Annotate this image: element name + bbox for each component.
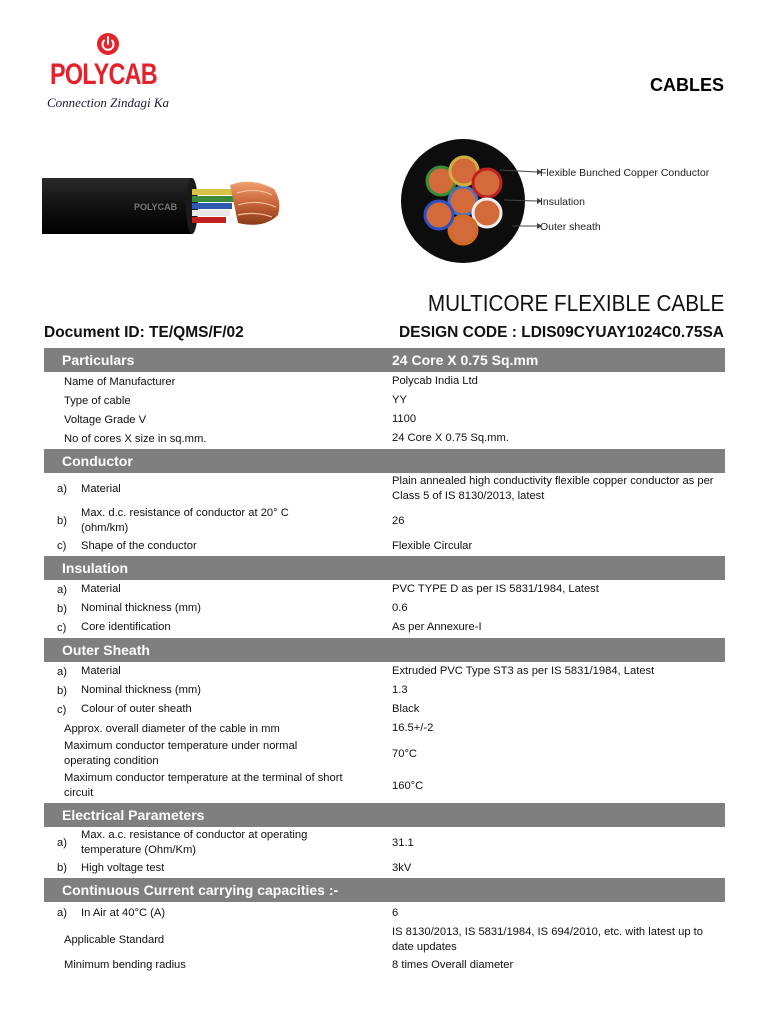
row-lead: a) [57,837,67,849]
table-row [44,537,725,555]
table-row [44,956,725,974]
row-label: Max. a.c. resistance of conductor at operating temperature (Ohm/Km) [81,829,308,856]
row-value: As per Annexure-I [392,621,482,633]
row-value: Flexible Circular [392,539,473,552]
row-lead: a) [57,583,67,596]
row-value: 31.1 [392,836,414,849]
cable-cross-section [400,138,730,264]
section-title: Electrical Parameters [62,807,205,823]
row-label: Max. d.c. resistance of conductor at 20° C (ohm/km) [81,507,289,534]
row-value: Plain annealed high conductivity flexible copper conductor as per Class 5 of IS 8130/2013, latest [392,475,714,502]
section-value: 24 Core X 0.75 Sq.mm [392,352,539,368]
row-label: High voltage test [81,861,165,874]
row-lead: a) [57,907,67,919]
table-row [44,719,725,738]
row-value: 160°C [392,779,424,792]
row-lead: c) [57,621,67,634]
table-row [44,505,725,537]
brand-name: POLYCAB [50,58,157,91]
row-label: No of cores X size in sq.mm. [64,432,207,445]
cable-print-label: POLYCAB [134,202,178,212]
row-value: 0.6 [392,602,408,614]
row-value: 1.3 [392,684,408,696]
row-label: Voltage Grade V [64,413,147,426]
row-value: 6 [392,906,399,919]
row-value: Extruded PVC Type ST3 as per IS 5831/1984, Latest [392,665,655,677]
row-lead: c) [57,540,67,552]
row-value: 1100 [392,413,417,425]
row-lead: b) [57,602,67,615]
row-value: Black [392,703,420,715]
section-title: Particulars [62,352,135,368]
row-lead: a) [57,665,67,678]
section-header-outer-sheath [44,638,725,662]
brand-tagline: Connection Zindagi Ka [47,95,170,110]
row-label: Material [81,482,121,495]
table-row [44,770,725,802]
table-row [44,924,725,956]
section-title: Outer Sheath [62,642,150,658]
row-lead: a) [57,483,67,495]
design-code: DESIGN CODE : LDIS09CYUAY1024C0.75SA [398,324,724,341]
row-value: 3kV [392,861,412,874]
row-label: Material [81,583,121,595]
section-header-electrical [44,803,725,827]
section-title: Continuous Current carrying capacities :- [62,882,339,898]
row-value: PVC TYPE D as per IS 5831/1984, Latest [392,583,599,595]
row-label: Nominal thickness (mm) [81,602,201,614]
row-lead: c) [57,703,67,716]
power-icon [96,32,120,56]
row-lead: b) [57,862,67,874]
section-header-insulation [44,556,725,580]
section-header-conductor [44,449,725,473]
row-value: 16.5+/-2 [392,722,434,734]
row-value: 70°C [392,747,417,760]
row-label: Shape of the conductor [81,539,197,552]
document-id: Document ID: TE/QMS/F/02 [44,324,244,341]
row-label: Minimum bending radius [64,959,186,971]
row-label: Maximum conductor temperature at the terminal of short circuit [64,772,343,799]
row-value: 8 times Overall diameter [392,958,514,971]
table-row [44,391,725,410]
table-row [44,859,725,877]
section-title: Insulation [62,560,129,576]
table-row [44,827,725,859]
row-label: Colour of outer sheath [81,703,192,715]
table-row [44,372,725,391]
table-row [44,681,725,700]
row-label: In Air at 40°C (A) [81,906,166,919]
table-row [44,618,725,637]
row-lead: b) [57,684,67,697]
product-title: MULTICORE FLEXIBLE CABLE [427,290,724,316]
table-row [44,599,725,618]
row-value: 24 Core X 0.75 Sq.mm. [392,432,509,444]
row-label: Core identification [81,621,171,633]
row-label: Approx. overall diameter of the cable in mm [64,722,280,735]
cross-label-conductor: Flexible Bunched Copper Conductor [540,167,710,179]
section-header-particulars [44,348,725,372]
row-value: YY [392,394,407,406]
polycab-logo [36,32,186,112]
row-label: Material [81,665,121,677]
table-row [44,473,725,505]
row-label: Nominal thickness (mm) [81,684,201,696]
table-row [44,902,725,924]
row-value: 26 [392,514,405,527]
row-label: Type of cable [64,394,131,407]
row-lead: b) [57,515,67,527]
category-title: CABLES [649,75,724,95]
table-row [44,738,725,770]
cross-label-insulation: Insulation [540,196,585,208]
row-label: Name of Manufacturer [64,375,176,388]
section-header-current-capacity [44,878,725,902]
cable-image [42,165,292,245]
row-label: Applicable Standard [64,934,165,946]
table-row [44,410,725,429]
row-label: Maximum conductor temperature under normal operating condition [64,740,298,767]
table-row [44,662,725,681]
section-title: Conductor [62,453,133,469]
table-row [44,580,725,599]
table-row [44,700,725,719]
cross-label-sheath: Outer sheath [540,221,601,233]
row-value: Polycab India Ltd [392,375,478,387]
row-value: IS 8130/2013, IS 5831/1984, IS 694/2010, etc. with latest up to date updates [392,926,703,953]
specification-table [44,348,725,974]
table-row [44,429,725,448]
